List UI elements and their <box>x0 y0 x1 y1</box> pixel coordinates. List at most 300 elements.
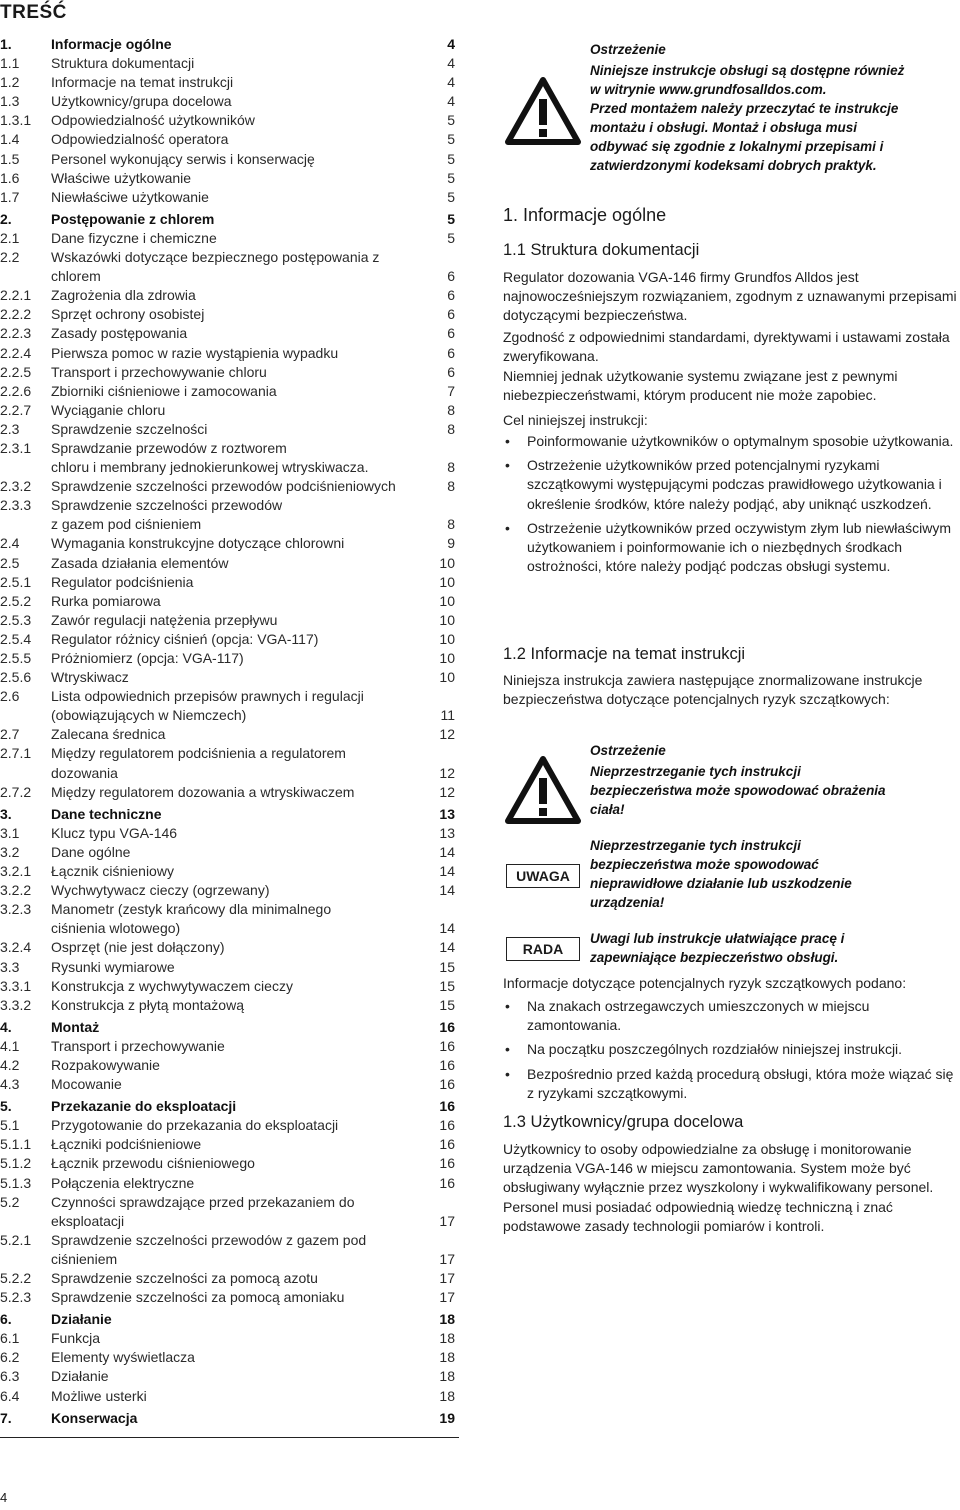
toc-row <box>0 1097 459 1116</box>
toc-row <box>0 938 459 957</box>
toc-page: 13 <box>439 805 455 822</box>
toc-page: 6 <box>447 287 455 304</box>
toc-page: 14 <box>439 939 455 956</box>
toc-row <box>0 286 459 305</box>
toc-number: 2.6 <box>0 688 20 705</box>
toc-row <box>0 958 459 977</box>
toc-number <box>0 919 51 938</box>
toc-row <box>0 1154 459 1173</box>
toc-number: 5.2.3 <box>0 1289 32 1306</box>
toc-number: 2.5 <box>0 554 20 571</box>
warning-title: Ostrzeżenie <box>590 42 666 57</box>
toc-page <box>430 248 459 267</box>
toc-title: Działanie <box>51 1368 109 1385</box>
toc-number: 1.3.1 <box>0 112 32 129</box>
toc-number: 6.4 <box>0 1387 20 1404</box>
toc-number: 4.3 <box>0 1076 20 1093</box>
toc-row <box>0 229 459 248</box>
toc-page: 6 <box>447 306 455 323</box>
toc-number: 1. <box>0 36 12 52</box>
toc-number: 2.3 <box>0 420 20 437</box>
toc-title: Lista odpowiednich przepisów prawnych i regulacji <box>51 688 364 705</box>
toc-title: Właściwe użytkowanie <box>51 169 192 186</box>
toc-title: Montaż <box>51 1018 100 1035</box>
toc-row <box>0 783 459 802</box>
toc-page: 8 <box>447 459 455 476</box>
toc-row <box>0 919 459 938</box>
bullet-list <box>503 997 960 1108</box>
toc-divider <box>0 1437 459 1438</box>
toc-page: 10 <box>439 650 455 666</box>
toc-title: Konserwacja <box>51 1409 138 1426</box>
warning-line: odbywać się zgodnie z lokalnymi przepisami i <box>590 139 884 154</box>
toc-row <box>0 725 459 744</box>
toc-title: Działanie <box>51 1311 112 1328</box>
toc-number <box>0 267 51 286</box>
toc-row <box>0 1409 459 1428</box>
toc-title: Rurka pomiarowa <box>51 592 161 609</box>
toc-number: 5.2.1 <box>0 1231 32 1248</box>
toc-row <box>0 344 459 363</box>
toc-page: 10 <box>439 573 455 590</box>
list-item: • Poinformowanie użytkowników o optymalnym sposobie użytkowania. <box>503 432 960 451</box>
toc-page: 16 <box>439 1056 455 1073</box>
toc-number: 3.2.2 <box>0 882 32 899</box>
toc-number: 2.7 <box>0 726 20 743</box>
toc-number: 2.5.5 <box>0 650 32 666</box>
toc-title: Możliwe usterki <box>51 1387 147 1404</box>
toc-title: Między regulatorem dozowania a wtryskiwaczem <box>51 783 355 800</box>
warning-triangle-icon <box>505 756 581 824</box>
toc-row <box>0 764 459 783</box>
paragraph: Regulator dozowania VGA-146 firmy Grundfos Alldos jest najnowocześniejszym rozwiązaniem, zgodnym z uznawanymi przepisami dotyczącymi bezpieczeństwa. <box>503 269 957 324</box>
list-item: • Bezpośrednio przed każdą procedurą obsługi, która może wiązać się z ryzykami szczątkowymi. <box>503 1065 960 1103</box>
toc-page: 16 <box>439 1174 455 1191</box>
toc-row <box>0 592 459 611</box>
warning-line: montażu i obsługi. Montaż i obsługa musi <box>590 120 858 135</box>
toc-title: Zasada działania elementów <box>51 554 229 571</box>
caution-line: Nieprzestrzeganie tych instrukcji <box>590 838 801 853</box>
toc-row <box>0 630 459 649</box>
toc-page: 16 <box>439 1018 455 1035</box>
toc-number: 3.2.3 <box>0 901 32 918</box>
toc-page: 4 <box>447 93 455 110</box>
toc-number: 3.2.1 <box>0 863 32 880</box>
toc-page: 18 <box>439 1330 455 1347</box>
toc-number: 2.2.6 <box>0 382 32 399</box>
toc-number: 1.3 <box>0 93 20 110</box>
toc-number: 2.7.2 <box>0 783 32 800</box>
toc-page: 16 <box>439 1037 455 1054</box>
toc-row <box>0 687 459 706</box>
list-item: • Na znakach ostrzegawczych umieszczonych w miejscu zamontowania. <box>503 997 960 1035</box>
page-number: 4 <box>0 1490 8 1505</box>
toc-page: 14 <box>439 843 455 860</box>
toc-page: 5 <box>447 229 455 246</box>
toc-number: 2.7.1 <box>0 745 32 762</box>
toc-number: 3.3 <box>0 958 20 975</box>
toc-title: Postępowanie z chlorem <box>51 210 215 227</box>
toc-number <box>0 458 51 477</box>
toc-page <box>430 496 459 515</box>
toc-page: 12 <box>439 726 455 743</box>
toc-page <box>430 1193 459 1212</box>
toc-row <box>0 477 459 496</box>
toc-title: Rozpakowywanie <box>51 1056 160 1073</box>
toc-page: 14 <box>439 863 455 880</box>
toc-title: Zagrożenia dla zdrowia <box>51 287 196 304</box>
paragraph: Cel niniejszej instrukcji: <box>503 412 648 428</box>
toc-row <box>0 706 459 725</box>
toc-page: 6 <box>447 325 455 342</box>
toc-title: Odpowiedzialność użytkowników <box>51 112 255 129</box>
toc-page: 8 <box>447 420 455 437</box>
tip-line: zapewniające bezpieczeństwo obsługi. <box>590 950 839 965</box>
toc-title: Zalecana średnica <box>51 726 166 743</box>
toc-page: 5 <box>447 150 455 167</box>
toc-title: Sprawdzenie szczelności <box>51 420 208 437</box>
toc-title: chloru i membrany jednokierunkowej wtryskiwacza. <box>51 459 369 476</box>
toc-number <box>0 515 51 534</box>
toc-page: 16 <box>439 1155 455 1172</box>
toc-page: 16 <box>439 1117 455 1134</box>
toc-number: 6.2 <box>0 1349 20 1366</box>
warning-line: Przed montażem należy przeczytać te instrukcje <box>590 101 899 116</box>
toc-number: 5.1.2 <box>0 1155 32 1172</box>
toc-title: Transport i przechowywanie <box>51 1037 225 1054</box>
toc-page: 4 <box>447 74 455 91</box>
toc-page <box>430 439 459 458</box>
toc-number: 3.3.1 <box>0 977 32 994</box>
toc-row <box>0 73 459 92</box>
toc-title: Klucz typu VGA-146 <box>51 824 178 841</box>
toc-title: Wskazówki dotyczące bezpiecznego postępowania z <box>51 249 380 266</box>
warning-title: Ostrzeżenie <box>590 743 666 758</box>
toc-row <box>0 996 459 1015</box>
toc-number: 1.6 <box>0 169 20 186</box>
toc-title: z gazem pod ciśnieniem <box>51 516 202 533</box>
warning-line: Niniejsze instrukcje obsługi są dostępne również <box>590 63 905 78</box>
toc-row <box>0 324 459 343</box>
toc-title: Wychwytywacz cieczy (ogrzewany) <box>51 882 270 899</box>
toc-title: Zasady postępowania <box>51 325 188 342</box>
section-heading-1: 1. Informacje ogólne <box>503 205 667 225</box>
toc-row <box>0 92 459 111</box>
toc-page: 13 <box>439 824 455 841</box>
toc-row <box>0 305 459 324</box>
toc-row <box>0 805 459 824</box>
toc-title: Osprzęt (nie jest dołączony) <box>51 939 225 956</box>
toc-page: 18 <box>439 1349 455 1366</box>
toc-page: 8 <box>447 401 455 418</box>
toc-title: Sprzęt ochrony osobistej <box>51 306 205 323</box>
toc-row <box>0 169 459 188</box>
toc-title: Informacje na temat instrukcji <box>51 74 234 91</box>
toc-page: 5 <box>447 112 455 129</box>
toc-row <box>0 54 459 73</box>
toc-page: 18 <box>439 1387 455 1404</box>
toc-title: Transport i przechowywanie chloru <box>51 363 267 380</box>
toc-row <box>0 1075 459 1094</box>
toc-number: 3.2.4 <box>0 939 32 956</box>
toc-row <box>0 611 459 630</box>
toc-number: 2.3.2 <box>0 478 32 495</box>
toc-row <box>0 1348 459 1367</box>
toc-title: Wyciąganie chloru <box>51 401 166 418</box>
toc-page: 8 <box>447 516 455 533</box>
toc-title: Zawór regulacji natężenia przepływu <box>51 611 278 628</box>
toc-number <box>0 706 51 725</box>
toc-title: Konstrukcja z płytą montażową <box>51 996 244 1013</box>
toc-row <box>0 1367 459 1386</box>
paragraph: Użytkownicy to osoby odpowiedzialne za obsługę i monitorowanie urządzenia VGA-146 w miejscu zamontowania. System może być obsługiwany wyłącznie przez wyszkolony i wykwalifikowany personel. Personel musi posiadać odpowiednią wiedzę techniczną i znać podstawowe zasady technologii pomiarów i kontroli. <box>503 1141 934 1234</box>
toc-number: 2.2.1 <box>0 287 32 304</box>
toc-page: 10 <box>439 611 455 628</box>
list-item: • Na początku poszczególnych rozdziałów niniejszej instrukcji. <box>503 1040 960 1059</box>
section-heading-1-2: 1.2 Informacje na temat instrukcji <box>503 645 746 663</box>
toc-title: Funkcja <box>51 1330 101 1347</box>
toc-row <box>0 267 459 286</box>
caution-line: nieprawidłowe działanie lub uszkodzenie <box>590 876 852 891</box>
toc-title: Wtryskiwacz <box>51 669 129 686</box>
toc-row <box>0 420 459 439</box>
toc-page: 17 <box>439 1270 455 1286</box>
toc-title: Między regulatorem podciśnienia a regulatorem <box>51 745 346 762</box>
toc-page: 7 <box>447 382 455 399</box>
toc-title: Personel wykonujący serwis i konserwację <box>51 150 315 167</box>
toc-number: 2.2.4 <box>0 344 32 361</box>
toc-title: Konstrukcja z wychwytywaczem cieczy <box>51 977 293 994</box>
toc-page: 6 <box>447 268 455 285</box>
toc-page: 10 <box>439 669 455 686</box>
warning-line: Nieprzestrzeganie tych instrukcji <box>590 764 801 779</box>
toc-row <box>0 1212 459 1231</box>
toc-row <box>0 210 459 229</box>
toc-number: 3.2 <box>0 843 20 860</box>
warning-triangle-icon <box>505 77 581 145</box>
toc-number <box>0 1212 51 1231</box>
toc-page: 15 <box>439 996 455 1013</box>
toc-title: Użytkownicy/grupa docelowa <box>51 93 232 110</box>
toc-number: 2.2.5 <box>0 363 32 380</box>
toc-page: 5 <box>447 188 455 205</box>
toc-row <box>0 1329 459 1348</box>
caution-line: urządzenia! <box>590 895 665 910</box>
toc-page: 14 <box>439 882 455 899</box>
rada-badge: RADA <box>506 937 580 961</box>
toc-number: 3. <box>0 805 12 822</box>
toc-row <box>0 649 459 668</box>
toc-number: 5. <box>0 1098 12 1115</box>
toc-title: Manometr (zestyk krańcowy dla minimalnego <box>51 901 332 918</box>
toc-title: Pierwsza pomoc w razie wystąpienia wypadku <box>51 344 339 361</box>
toc-title: chlorem <box>51 268 101 285</box>
toc-number: 2. <box>0 210 12 227</box>
toc-title: Sprawdzanie przewodów z roztworem <box>51 439 287 456</box>
toc-row <box>0 900 459 919</box>
toc-number: 5.1 <box>0 1117 20 1134</box>
toc-title: Łącznik ciśnieniowy <box>51 863 174 880</box>
warning-line: ciała! <box>590 802 625 817</box>
toc-title: Łącznik przewodu ciśnieniowego <box>51 1155 255 1172</box>
toc-number: 2.5.4 <box>0 630 32 647</box>
toc-number: 1.1 <box>0 55 20 72</box>
toc-title: Dane fizyczne i chemiczne <box>51 229 217 246</box>
toc-row <box>0 515 459 534</box>
table-of-contents <box>0 32 459 1428</box>
toc-page <box>430 744 459 763</box>
toc-row <box>0 1231 459 1250</box>
toc-page: 8 <box>447 478 455 495</box>
toc-number: 5.2 <box>0 1193 20 1210</box>
toc-title: Informacje ogólne <box>51 36 172 52</box>
toc-title: ciśnieniem <box>51 1250 118 1267</box>
toc-number: 2.3.3 <box>0 497 32 514</box>
toc-number: 7. <box>0 1409 12 1426</box>
toc-row <box>0 401 459 420</box>
toc-row <box>0 1018 459 1037</box>
toc-title: (obowiązujących w Niemczech) <box>51 707 247 724</box>
toc-row <box>0 668 459 687</box>
caution-line: bezpieczeństwa może spowodować <box>590 857 819 872</box>
toc-number: 2.2.7 <box>0 401 32 418</box>
toc-row <box>0 744 459 763</box>
toc-number: 1.7 <box>0 188 20 205</box>
toc-title: eksploatacji <box>51 1212 125 1229</box>
toc-title: Zbiorniki ciśnieniowe i zamocowania <box>51 382 277 399</box>
toc-row <box>0 1056 459 1075</box>
toc-title: Sprawdzenie szczelności przewodów z gazem pod <box>51 1231 367 1248</box>
toc-page: 14 <box>439 920 455 937</box>
toc-row <box>0 111 459 130</box>
toc-page: 15 <box>439 977 455 994</box>
toc-page: 11 <box>440 707 455 724</box>
toc-row <box>0 1174 459 1193</box>
toc-number: 6.3 <box>0 1368 20 1385</box>
toc-number: 5.1.1 <box>0 1136 32 1153</box>
paragraph: Informacje dotyczące potencjalnych ryzyk szczątkowych podano: <box>503 975 907 991</box>
toc-number: 2.2 <box>0 249 20 266</box>
toc-row <box>0 1135 459 1154</box>
toc-title: dozowania <box>51 764 118 781</box>
toc-title: Regulator różnicy ciśnień (opcja: VGA-117) <box>51 630 319 647</box>
toc-number: 6. <box>0 1311 12 1328</box>
toc-page: 19 <box>439 1409 455 1426</box>
warning-line: bezpieczeństwa może spowodować obrażenia <box>590 783 886 798</box>
toc-number: 2.1 <box>0 229 20 246</box>
toc-title: Sprawdzenie szczelności przewodów podciśnieniowych <box>51 478 396 495</box>
toc-page <box>430 1231 459 1250</box>
toc-row <box>0 1310 459 1329</box>
toc-row <box>0 363 459 382</box>
toc-page: 17 <box>439 1250 455 1267</box>
toc-page: 18 <box>439 1311 455 1328</box>
toc-page: 16 <box>439 1076 455 1093</box>
toc-row <box>0 130 459 149</box>
toc-number <box>0 1250 51 1269</box>
toc-number: 5.2.2 <box>0 1270 32 1286</box>
toc-number: 1.2 <box>0 74 20 91</box>
toc-number: 4.1 <box>0 1037 20 1054</box>
toc-row <box>0 573 459 592</box>
toc-page: 12 <box>439 764 455 781</box>
toc-number: 1.5 <box>0 150 20 167</box>
toc-row <box>0 843 459 862</box>
toc-number: 3.3.2 <box>0 996 32 1013</box>
toc-row <box>0 150 459 169</box>
toc-page: 6 <box>447 344 455 361</box>
toc-row <box>0 1387 459 1406</box>
toc-title: Sprawdzenie szczelności przewodów <box>51 497 283 514</box>
toc-row <box>0 1250 459 1269</box>
toc-number: 1.4 <box>0 131 20 148</box>
toc-title: Regulator podciśnienia <box>51 573 194 590</box>
toc-page: 6 <box>447 363 455 380</box>
paragraph: Niniejsza instrukcja zawiera następujące znormalizowane instrukcje bezpieczeństwa dotyczące potencjalnych ryzyk szczątkowych: <box>503 672 923 708</box>
paragraph: Niemniej jednak użytkowanie systemu związane jest z pewnymi niebezpieczeństwami, którym producent nie może zapobiec. <box>503 368 898 404</box>
toc-title: Dane techniczne <box>51 805 162 822</box>
toc-title: Łączniki podciśnieniowe <box>51 1136 202 1153</box>
toc-row <box>0 1288 459 1307</box>
toc-row <box>0 977 459 996</box>
toc-title: Sprawdzenie szczelności za pomocą azotu <box>51 1270 318 1286</box>
toc-title: Struktura dokumentacji <box>51 55 195 72</box>
toc-page: 12 <box>439 783 455 800</box>
toc-row <box>0 35 459 54</box>
toc-number: 3.1 <box>0 824 20 841</box>
toc-page: 10 <box>439 554 455 571</box>
toc-number: 2.5.1 <box>0 573 32 590</box>
toc-page: 16 <box>439 1136 455 1153</box>
list-item: • Ostrzeżenie użytkowników przed potencjalnymi ryzykami szczątkowymi występującymi podczas prawidłowego użytkowania i określenie środków, które należy podjąć, aby uniknąć uszkodzeń. <box>503 456 960 514</box>
toc-row <box>0 458 459 477</box>
warning-line: zatwierdzonymi kodeksami dobrych praktyk. <box>590 158 877 173</box>
toc-number: 2.3.1 <box>0 439 32 456</box>
toc-page: 15 <box>439 958 455 975</box>
toc-row <box>0 439 459 458</box>
list-item: • Ostrzeżenie użytkowników przed oczywistym złym lub niewłaściwym użytkowaniem i poinformowanie ich o niezbędnych środkach ostrożności, które należy podjąć podczas obsługi systemu. <box>503 519 960 577</box>
toc-page: 10 <box>439 630 455 647</box>
toc-row <box>0 881 459 900</box>
toc-title: Połączenia elektryczne <box>51 1174 195 1191</box>
toc-number: 4. <box>0 1018 12 1035</box>
toc-row <box>0 188 459 207</box>
tip-line: Uwagi lub instrukcje ułatwiające pracę i <box>590 931 845 946</box>
toc-row <box>0 1037 459 1056</box>
toc-number: 2.2.2 <box>0 306 32 323</box>
toc-page: 10 <box>439 592 455 609</box>
toc-row <box>0 554 459 573</box>
toc-page: 17 <box>439 1289 455 1306</box>
toc-page: 17 <box>439 1212 455 1229</box>
toc-number: 2.2.3 <box>0 325 32 342</box>
paragraph: Zgodność z odpowiednimi standardami, dyrektywami i ustawami została zweryfikowana. <box>503 329 950 365</box>
toc-title: ciśnienia wlotowego) <box>51 920 181 937</box>
toc-row <box>0 862 459 881</box>
toc-title: Mocowanie <box>51 1076 122 1093</box>
toc-row <box>0 382 459 401</box>
toc-row <box>0 1116 459 1135</box>
toc-title: Przekazanie do eksploatacji <box>51 1098 237 1115</box>
toc-number: 2.5.6 <box>0 669 32 686</box>
toc-row <box>0 1269 459 1288</box>
toc-title: Sprawdzenie szczelności za pomocą amoniaku <box>51 1289 345 1306</box>
bullet-list <box>503 432 960 581</box>
toc-page: 9 <box>447 535 455 552</box>
toc-page: 5 <box>447 131 455 148</box>
toc-page <box>430 687 459 706</box>
toc-row <box>0 248 459 267</box>
